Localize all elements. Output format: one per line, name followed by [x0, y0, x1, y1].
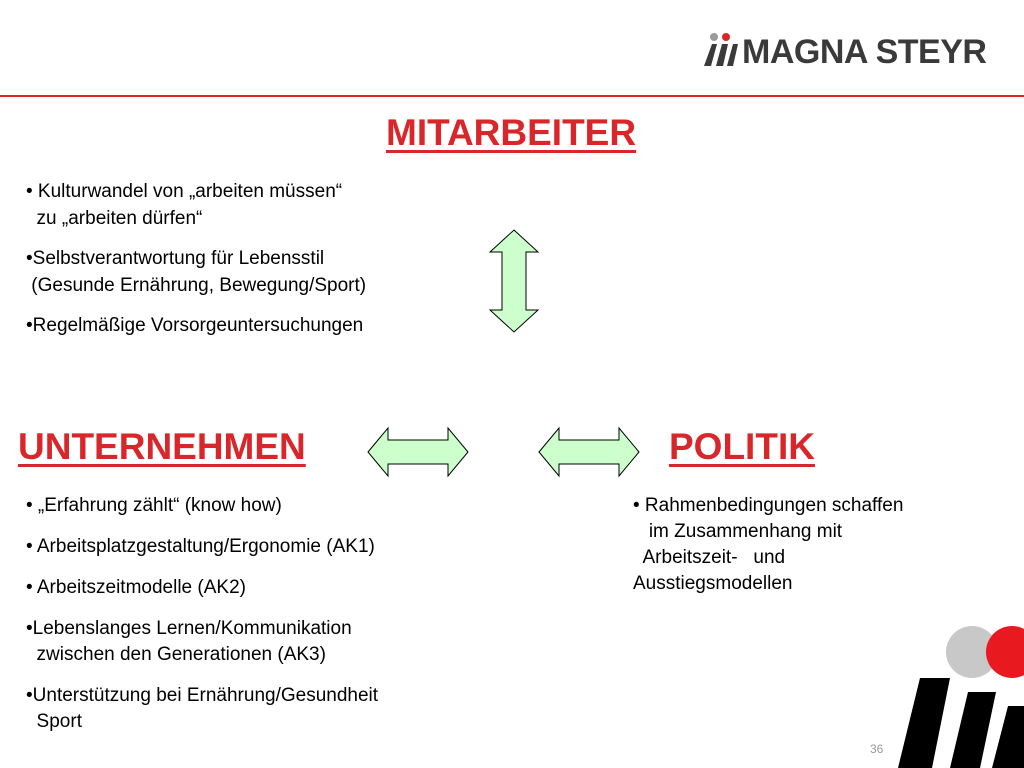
page-number: 36 [870, 742, 884, 756]
vertical-double-arrow-icon [486, 228, 542, 334]
politik-list [633, 493, 903, 597]
logo-wordmark: MAGNA STEYR [742, 33, 987, 71]
horizontal-double-arrow-icon [537, 426, 641, 478]
list-item: • Kulturwandel von „arbeiten müssen“ zu „arbeiten dürfen“ [26, 181, 343, 229]
magna-steyr-logo [702, 30, 987, 74]
list-item: • Rahmenbedingungen schaffen im Zusammenhang mit Arbeitszeit- und Ausstiegsmodellen [633, 495, 904, 594]
heading-unternehmen: UNTERNEHMEN [18, 426, 306, 467]
list-item: • Arbeitszeitmodelle (AK2) [26, 577, 246, 598]
list-item: • „Erfahrung zählt“ (know how) [26, 495, 282, 516]
list-item: •Regelmäßige Vorsorgeuntersuchungen [26, 315, 364, 336]
decorative-logo-mark-icon [880, 610, 1024, 768]
header-divider [0, 95, 1024, 97]
heading-politik: POLITIK [669, 426, 815, 467]
mitarbeiter-list [26, 178, 366, 352]
horizontal-double-arrow-icon [366, 426, 470, 478]
list-item: •Unterstützung bei Ernährung/Gesundheit Sport [26, 685, 379, 732]
list-item: •Selbstverantwortung für Lebensstil (Gesunde Ernährung, Bewegung/Sport) [26, 248, 367, 296]
unternehmen-list [26, 493, 378, 750]
magna-logo-mark-icon [702, 30, 742, 74]
list-item: •Lebenslanges Lernen/Kommunikation zwischen den Generationen (AK3) [26, 618, 352, 665]
heading-mitarbeiter: MITARBEITER [386, 112, 637, 153]
list-item: • Arbeitsplatzgestaltung/Ergonomie (AK1) [26, 536, 375, 557]
